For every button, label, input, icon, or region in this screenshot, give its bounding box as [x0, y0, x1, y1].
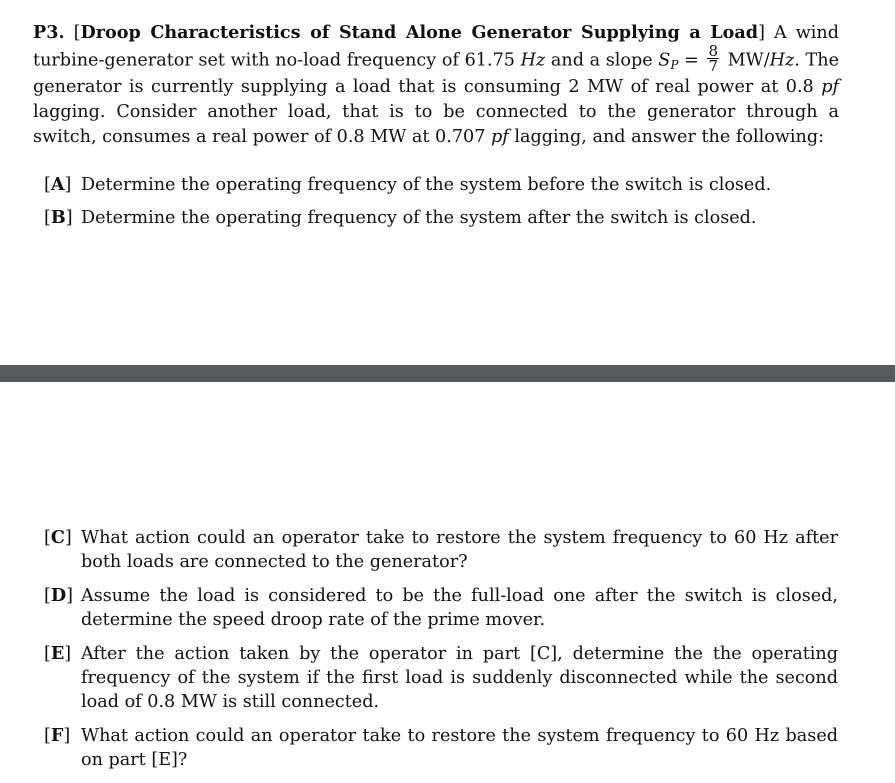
slope-unit: MW/: [721, 50, 770, 71]
question-a: [44, 173, 838, 197]
slope-subscript: P: [670, 57, 679, 72]
problem-number: P3.: [33, 22, 65, 43]
question-d-text: Assume the load is considered to be the full-load one after the switch is closed, determine the speed droop rate of the prime mover.: [81, 586, 838, 630]
pf-symbol: pf: [821, 77, 839, 97]
question-f-text: What action could an operator take to restore the system frequency to 60 Hz based on part [E]?: [81, 726, 838, 770]
hz-unit-2: Hz: [769, 50, 795, 71]
problem-text-3: . The generator is currently supplying a load that is consuming 2 MW of real power at 0.8: [33, 50, 839, 97]
question-e: [44, 642, 838, 714]
problem-title: Droop Characteristics of Stand Alone Generator Supplying a Load: [80, 22, 759, 43]
fraction-denominator: 7: [708, 57, 718, 75]
question-c-tag: [ C ]: [44, 526, 72, 550]
problem-text-1: A wind turbine-generator set with no-load frequency of 61.75: [33, 23, 840, 71]
question-e-text: After the action taken by the operator in part [C], determine the the operating frequency of the system if the first load is suddenly disconnected while the second load of 0.8 MW is still connected.: [81, 644, 838, 712]
question-b-text: Determine the operating frequency of the system after the switch is closed.: [81, 208, 757, 228]
question-d-tag: [ D ]: [44, 584, 73, 608]
question-f-tag: [ F ]: [44, 724, 70, 748]
slope-fraction: [707, 44, 719, 73]
pf-symbol-2: pf: [491, 127, 509, 147]
question-c-text: What action could an operator take to restore the system frequency to 60 Hz after both loads are connected to the generator?: [81, 528, 838, 572]
question-f: [44, 724, 838, 772]
problem-title-bracket: [Droop Characteristics of Stand Alone Generator Supplying a Load]: [73, 22, 765, 43]
problem-statement: [33, 20, 839, 150]
question-a-text: Determine the operating frequency of the system before the switch is closed.: [81, 175, 772, 195]
hz-unit: Hz: [520, 50, 546, 71]
equals-sign: =: [678, 50, 705, 71]
problem-text-4: lagging. Consider another load, that is to be connected to the generator through a switch, consumes a real power of 0.8 MW at 0.707: [33, 102, 839, 147]
page-divider: [0, 365, 895, 382]
problem-text-5: lagging, and answer the following:: [508, 127, 825, 147]
page-bottom: [0, 382, 895, 783]
slope-symbol: S: [658, 50, 671, 71]
question-d: [44, 584, 838, 632]
question-b: [44, 206, 838, 230]
problem-text-2: and a slope: [545, 50, 659, 71]
question-b-tag: [ B ]: [44, 206, 73, 230]
fraction-numerator: 8: [708, 42, 718, 60]
question-a-tag: [ A ]: [44, 173, 71, 197]
question-e-tag: [ E ]: [44, 642, 71, 666]
question-c: [44, 526, 838, 574]
